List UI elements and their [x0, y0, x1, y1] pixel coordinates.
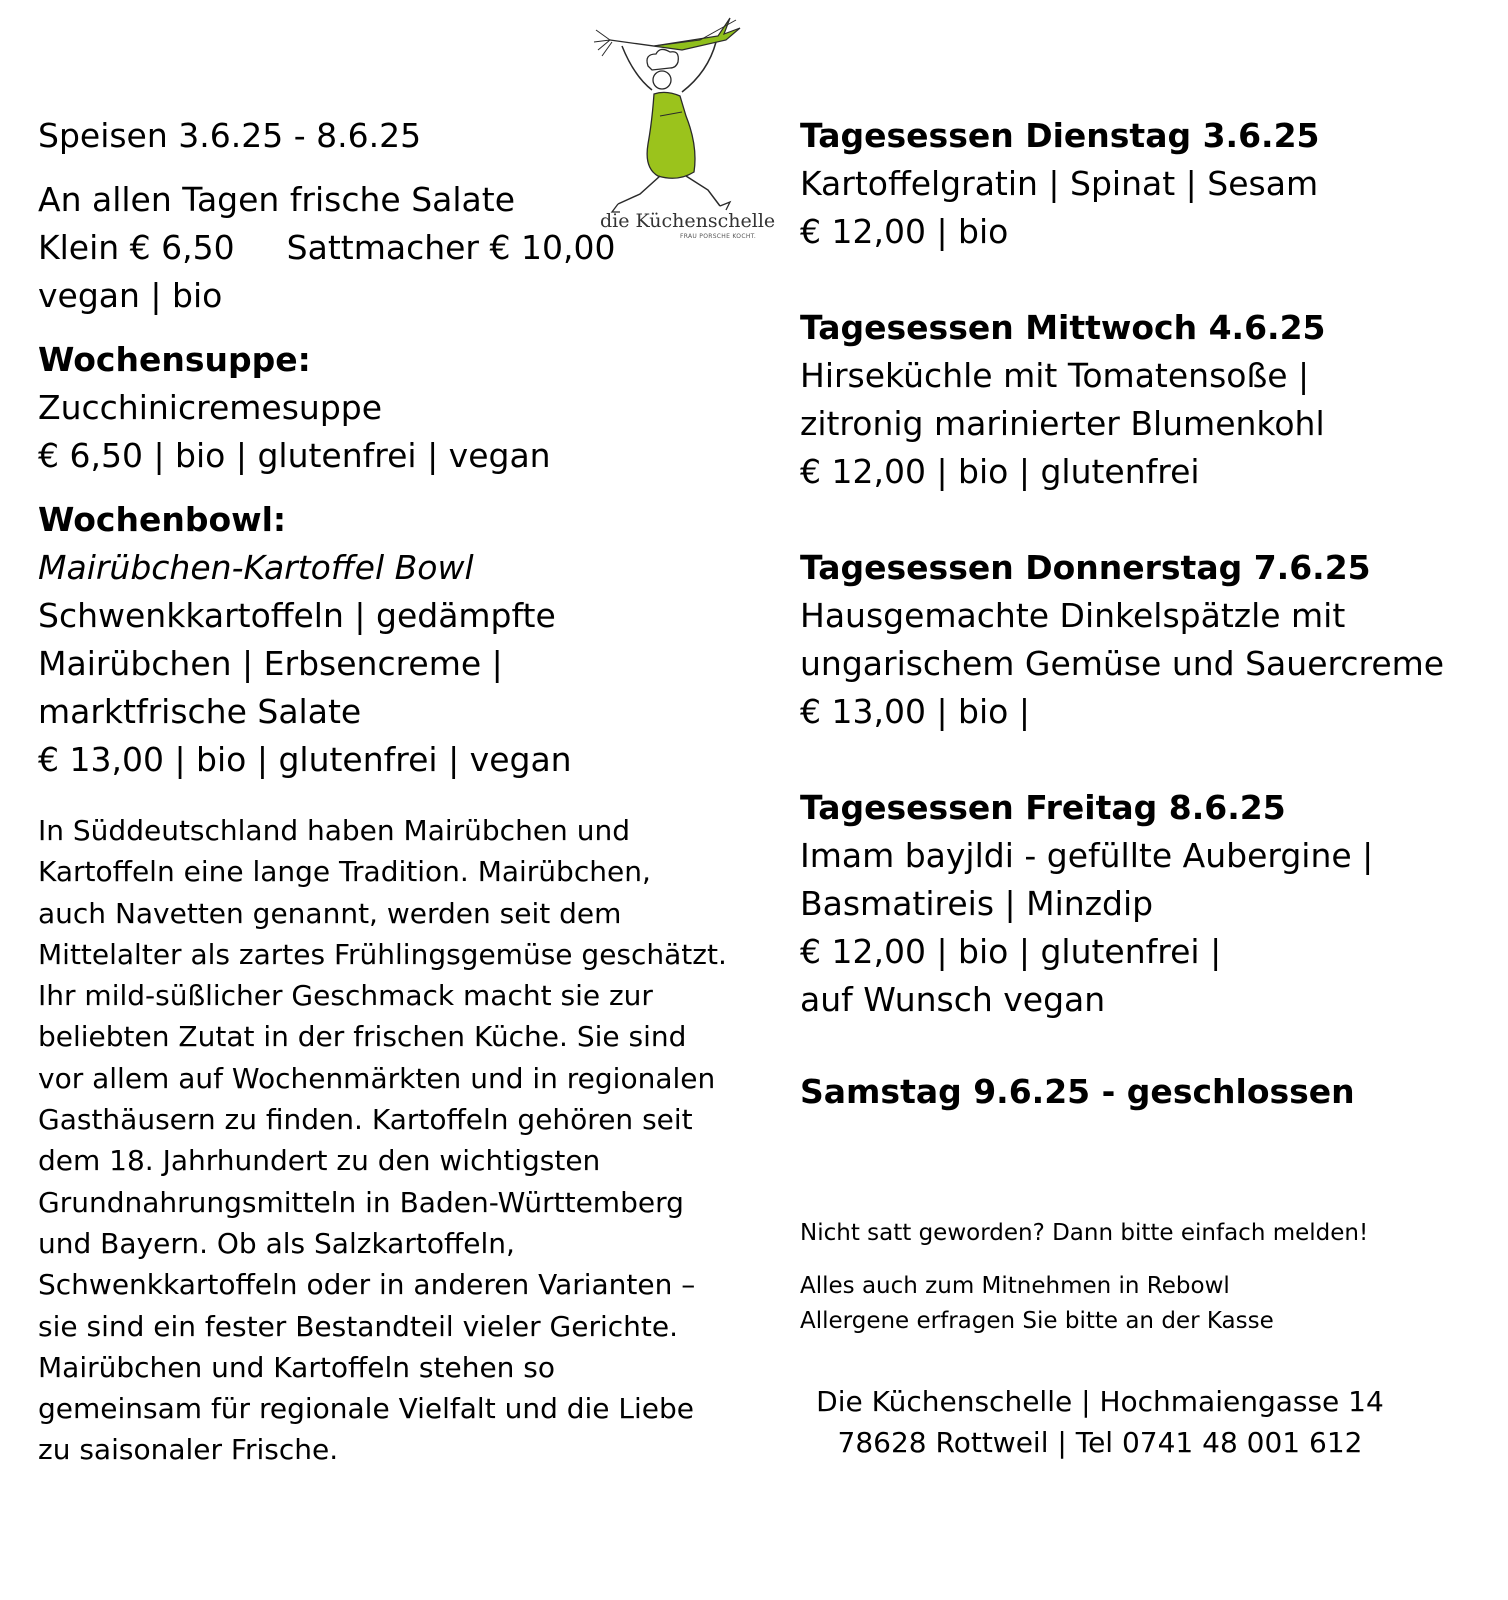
notice-allergens: Allergene erfragen Sie bitte an der Kasse — [800, 1308, 1274, 1334]
day-price-line: € 12,00 | bio | glutenfrei | — [800, 932, 1222, 971]
story-line: dem 18. Jahrhundert zu den wichtigsten — [38, 1144, 601, 1178]
story-line: Grundnahrungsmitteln in Baden-Württemberg — [38, 1185, 684, 1219]
story-line: beliebten Zutat in der frischen Küche. Sie sind — [38, 1020, 687, 1054]
day-dish-line: Hirseküchle mit Tomatensoße | — [800, 356, 1310, 395]
day-dish-line: Hausgemachte Dinkelspätzle mit — [800, 596, 1346, 635]
menu-title: Speisen 3.6.25 - 8.6.25 — [38, 116, 422, 155]
story-paragraph — [38, 810, 748, 1471]
story-line: Mairübchen und Kartoffeln stehen so — [38, 1350, 556, 1384]
day-tuesday — [800, 112, 1490, 256]
right-column — [800, 112, 1490, 1464]
logo-name: die Küchenschelle — [600, 210, 776, 232]
day-friday — [800, 784, 1490, 1024]
day-thursday — [800, 544, 1490, 736]
day-price-line: € 12,00 | bio | glutenfrei — [800, 452, 1200, 491]
day-heading: Tagesessen Freitag 8.6.25 — [800, 788, 1286, 827]
story-line: auch Navetten genannt, werden seit dem — [38, 896, 622, 930]
day-price-line: € 12,00 | bio — [800, 212, 1009, 251]
bowl-price: € 13,00 | bio | glutenfrei | vegan — [38, 740, 572, 779]
left-column — [38, 112, 748, 1471]
day-wednesday — [800, 304, 1490, 496]
day-heading: Tagesessen Donnerstag 7.6.25 — [800, 548, 1371, 587]
chef-head-icon — [647, 49, 678, 89]
day-dish-line: Imam bayjldi - gefüllte Aubergine | — [800, 836, 1374, 875]
day-dish-line: Kartoffelgratin | Spinat | Sesam — [800, 164, 1319, 203]
story-line: Schwenkkartoffeln oder in anderen Varianten – — [38, 1268, 696, 1302]
soup-price: € 6,50 | bio | glutenfrei | vegan — [38, 436, 551, 475]
day-dish-line: ungarischem Gemüse und Sauercreme — [800, 644, 1445, 683]
story-line: Gasthäusern zu finden. Kartoffeln gehören seit — [38, 1103, 693, 1137]
soup-heading: Wochensuppe: — [38, 340, 311, 379]
story-line: gemeinsam für regionale Vielfalt und die Liebe — [38, 1392, 695, 1426]
logo-tagline: FRAU PORSCHE KOCHT. — [680, 233, 757, 240]
notice-takeaway: Alles auch zum Mitnehmen in Rebowl — [800, 1273, 1230, 1299]
day-dish-line: zitronig marinierter Blumenkohl — [800, 404, 1325, 443]
salad-price-small: Klein € 6,50 — [38, 228, 235, 267]
story-line: Mittelalter als zartes Frühlingsgemüse geschätzt. — [38, 937, 727, 971]
day-price-line: € 13,00 | bio | — [800, 692, 1030, 731]
salad-section — [38, 176, 748, 320]
story-line: zu saisonaler Frische. — [38, 1433, 339, 1467]
bowl-section — [38, 496, 748, 784]
story-line: In Süddeutschland haben Mairübchen und — [38, 814, 630, 847]
story-line: sie sind ein fester Bestandteil vieler Gerichte. — [38, 1309, 679, 1343]
address-line-1: Die Küchenschelle | Hochmaiengasse 14 — [816, 1385, 1384, 1418]
address-block — [800, 1381, 1400, 1464]
salad-intro: An allen Tagen frische Salate — [38, 180, 516, 219]
bowl-desc-3: marktfrische Salate — [38, 692, 362, 731]
bowl-desc-2: Mairübchen | Erbsencreme | — [38, 644, 503, 683]
soup-name: Zucchinicremesuppe — [38, 388, 383, 427]
story-line: und Bayern. Ob als Salzkartoffeln, — [38, 1226, 515, 1260]
story-line: vor allem auf Wochenmärkten und in regionalen — [38, 1061, 716, 1095]
day-heading: Tagesessen Mittwoch 4.6.25 — [800, 308, 1326, 347]
notice-hungry: Nicht satt geworden? Dann bitte einfach melden! — [800, 1220, 1369, 1246]
salad-price-large: Sattmacher € 10,00 — [286, 228, 616, 267]
address-line-2: 78628 Rottweil | Tel 0741 48 001 612 — [837, 1426, 1363, 1460]
day-dish-line: auf Wunsch vegan — [800, 980, 1106, 1019]
salad-prices — [38, 224, 748, 272]
story-line: Kartoffeln eine lange Tradition. Mairübchen, — [38, 855, 651, 889]
soup-section — [38, 336, 748, 480]
bowl-heading: Wochenbowl: — [38, 500, 287, 539]
day-dish-line: Basmatireis | Minzdip — [800, 884, 1154, 923]
day-heading: Tagesessen Dienstag 3.6.25 — [800, 116, 1320, 155]
bowl-name: Mairübchen-Kartoffel Bowl — [38, 548, 474, 587]
bowl-desc-1: Schwenkkartoffeln | gedämpfte — [38, 596, 556, 635]
story-line: Ihr mild-süßlicher Geschmack macht sie zur — [38, 979, 653, 1013]
closed-notice: Samstag 9.6.25 - geschlossen — [800, 1072, 1355, 1111]
salad-tags: vegan | bio — [38, 276, 223, 315]
